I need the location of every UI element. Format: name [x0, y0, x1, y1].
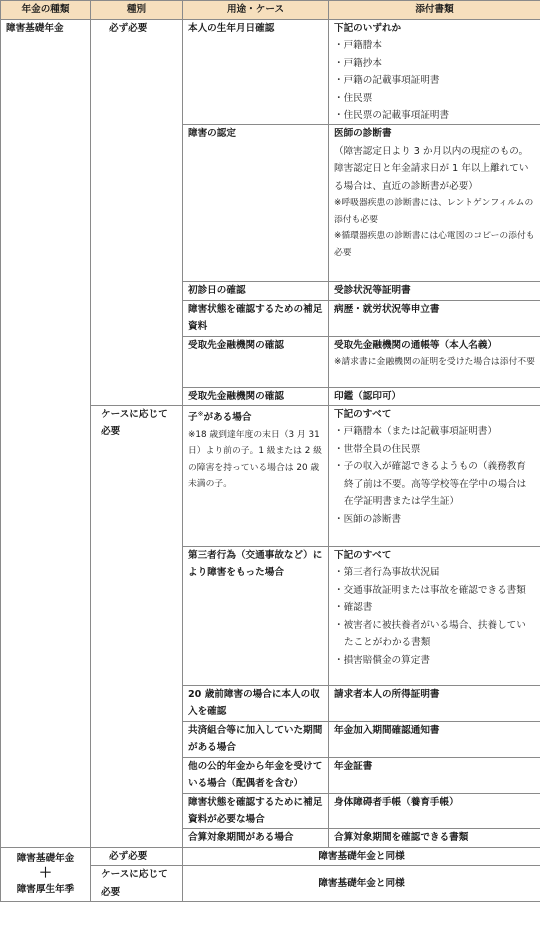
docs-title: 受取先金融機関の通帳等（本人名義）: [334, 339, 498, 351]
doc-item: ・住民票: [334, 92, 373, 104]
docs-note: ※循環器疾患の診断書には心電図のコピーの添付も必要: [334, 231, 535, 258]
case-cell: [183, 406, 329, 547]
pension-type-line1: 障害基礎年金: [16, 852, 75, 864]
doc-item: ・医師の診断書: [334, 513, 402, 525]
case-title-rest: がある場合: [203, 412, 252, 424]
docs-cell: 受診状況等証明書: [329, 282, 540, 300]
docs-cell: 障害基礎年金と同様: [183, 847, 540, 865]
header-row: [1, 1, 540, 20]
doc-item: ・損害賠償金の算定書: [334, 654, 430, 666]
case-cell: 障害の認定: [183, 125, 329, 282]
case-cell: 障害状態を確認するための補足資料: [183, 300, 329, 336]
doc-item: ・被害者に被扶養者がいる場合、扶養していたことがわかる書類: [334, 619, 526, 649]
docs-cell: 障害基礎年金と同様: [183, 866, 540, 902]
docs-body: （障害認定日より 3 か月以内の現症のもの。障害認定日と年金請求日が 1 年以上離れている場合は、直近の診断書が必要）: [334, 145, 529, 192]
docs-title: 下記のすべて: [334, 409, 392, 421]
doc-item: ・世帯全員の住民票: [334, 443, 421, 455]
header-pension-type: 年金の種類: [1, 1, 91, 20]
docs-cell: 合算対象期間を確認できる書類: [329, 829, 540, 847]
case-cell: 初診日の確認: [183, 282, 329, 300]
doc-item: ・第三者行為事故状況届: [334, 567, 440, 579]
docs-note: ※請求書に金融機関の証明を受けた場合は添付不要: [334, 357, 535, 368]
case-cell: 本人の生年月日確認: [183, 20, 329, 125]
case-cell: 共済組合等に加入していた期間がある場合: [183, 721, 329, 757]
header-attached-documents: 添付書類: [329, 1, 540, 20]
pension-type-cell: 障害基礎年金: [1, 20, 91, 848]
docs-cell: 年金証書: [329, 757, 540, 793]
docs-title: 医師の診断書: [334, 128, 392, 140]
docs-cell: [329, 125, 540, 282]
doc-item: ・子の収入が確認できるようもの（義務教育終了前は不要。高等学校等在学中の場合は在学証明書または学生証）: [334, 461, 527, 508]
case-title: 子: [188, 412, 198, 424]
category-required-cell: 必ず必要: [91, 20, 183, 406]
case-note: ※18 歳到達年度の末日（3 月 31 日）より前の子。1 級または 2 級の障害を持っている場合は 20 歳未満の子。: [188, 429, 322, 490]
case-title-sup: ※: [197, 410, 204, 419]
doc-item: ・戸籍抄本: [334, 57, 382, 69]
docs-cell: [329, 336, 540, 387]
docs-cell: 身体障碍者手帳（養育手帳）: [329, 793, 540, 829]
case-cell: 20 歳前障害の場合に本人の収入を確認: [183, 686, 329, 722]
category-as-needed-cell: ケースに応じて必要: [91, 866, 183, 902]
doc-item: ・確認書: [334, 602, 373, 614]
docs-cell: [329, 20, 540, 125]
case-cell: 他の公的年金から年金を受けている場合（配偶者を含む）: [183, 757, 329, 793]
docs-cell: 請求者本人の所得証明書: [329, 686, 540, 722]
docs-cell: 印鑑（認印可）: [329, 387, 540, 405]
case-cell: 受取先金融機関の確認: [183, 336, 329, 387]
table-row: [1, 20, 540, 125]
pension-type-line2: 障害厚生年季: [16, 884, 75, 896]
case-cell: 合算対象期間がある場合: [183, 829, 329, 847]
docs-cell: [329, 406, 540, 547]
docs-cell: [329, 547, 540, 686]
doc-item: ・戸籍謄本（または記載事項証明書）: [334, 426, 498, 438]
plus-sign: ＋: [38, 866, 52, 882]
header-category: 種別: [91, 1, 183, 20]
category-required-cell: 必ず必要: [91, 847, 183, 865]
docs-cell: 病歴・就労状況等申立書: [329, 300, 540, 336]
doc-item: ・住民票の記載事項証明書: [334, 110, 450, 122]
doc-item: ・戸籍謄本: [334, 40, 382, 52]
doc-item: ・交通事故証明または事故を確認できる書類: [334, 584, 526, 596]
docs-title: 下記のいずれか: [334, 23, 402, 34]
header-purpose-case: 用途・ケース: [183, 1, 329, 20]
doc-item: ・戸籍の記載事項証明書: [334, 75, 440, 87]
table-row: [1, 847, 540, 865]
docs-note: ※呼吸器疾患の診断書には、レントゲンフィルムの添付も必要: [334, 198, 534, 225]
docs-title: 下記のすべて: [334, 550, 392, 562]
docs-cell: 年金加入期間確認通知書: [329, 721, 540, 757]
case-cell: 受取先金融機関の確認: [183, 387, 329, 405]
case-cell: 第三者行為（交通事故など）により障害をもった場合: [183, 547, 329, 686]
pension-type-cell: [1, 847, 91, 901]
category-as-needed-cell: ケースに応じて必要: [91, 406, 183, 848]
case-cell: 障害状態を確認するために補足資料が必要な場合: [183, 793, 329, 829]
